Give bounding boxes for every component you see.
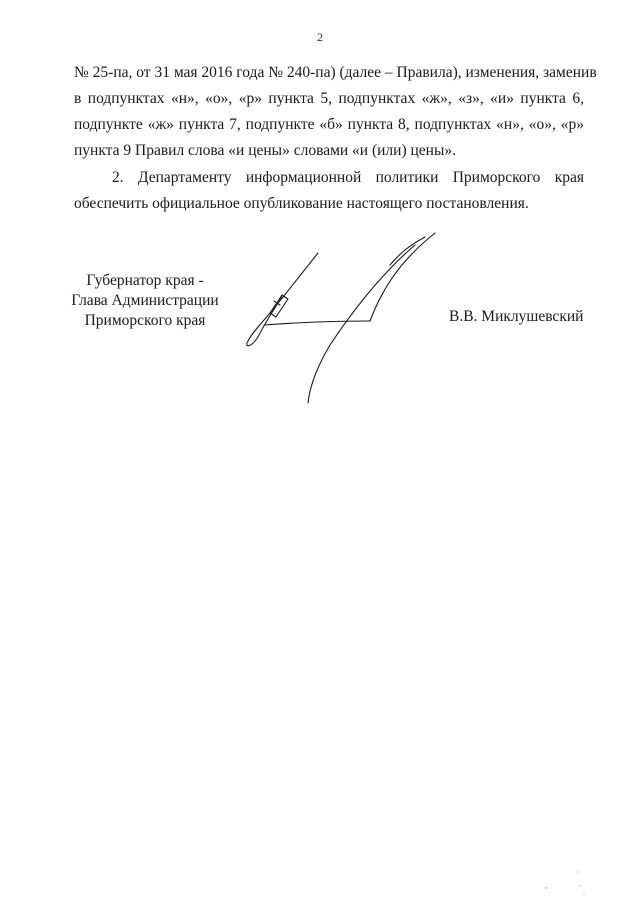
paragraph-amendments: [74, 60, 597, 164]
paragraph-publication: [74, 165, 584, 217]
signer-name: В.В. Миклушевский: [449, 308, 584, 325]
signer-position: [60, 271, 230, 331]
paragraph-line: в подпунктах «н», «о», «р» пункта 5, подпунктах «ж», «з», «и» пункта 6,: [74, 90, 584, 107]
paragraph-line: 2. Департаменту информационной политики Приморского края: [112, 169, 584, 186]
scan-marks: [540, 868, 590, 898]
page-number: 2: [317, 30, 323, 44]
signer-position-line: Глава Администрации: [71, 292, 219, 309]
paragraph-line: № 25-па, от 31 мая 2016 года № 240-па) (далее – Правила), изменения, заменив: [74, 64, 597, 81]
paragraph-line: пункта 9 Правил слова «и цены» словами «и (или) цены».: [74, 142, 457, 159]
paragraph-line: подпункте «ж» пункта 7, подпункте «б» пункта 8, подпунктах «н», «о», «р»: [74, 116, 584, 133]
handwritten-signature: [230, 225, 445, 410]
signer-position-line: Приморского края: [84, 312, 206, 329]
signer-position-line: Губернатор края -: [86, 272, 204, 289]
paragraph-line: обеспечить официальное опубликование настоящего постановления.: [74, 195, 529, 212]
